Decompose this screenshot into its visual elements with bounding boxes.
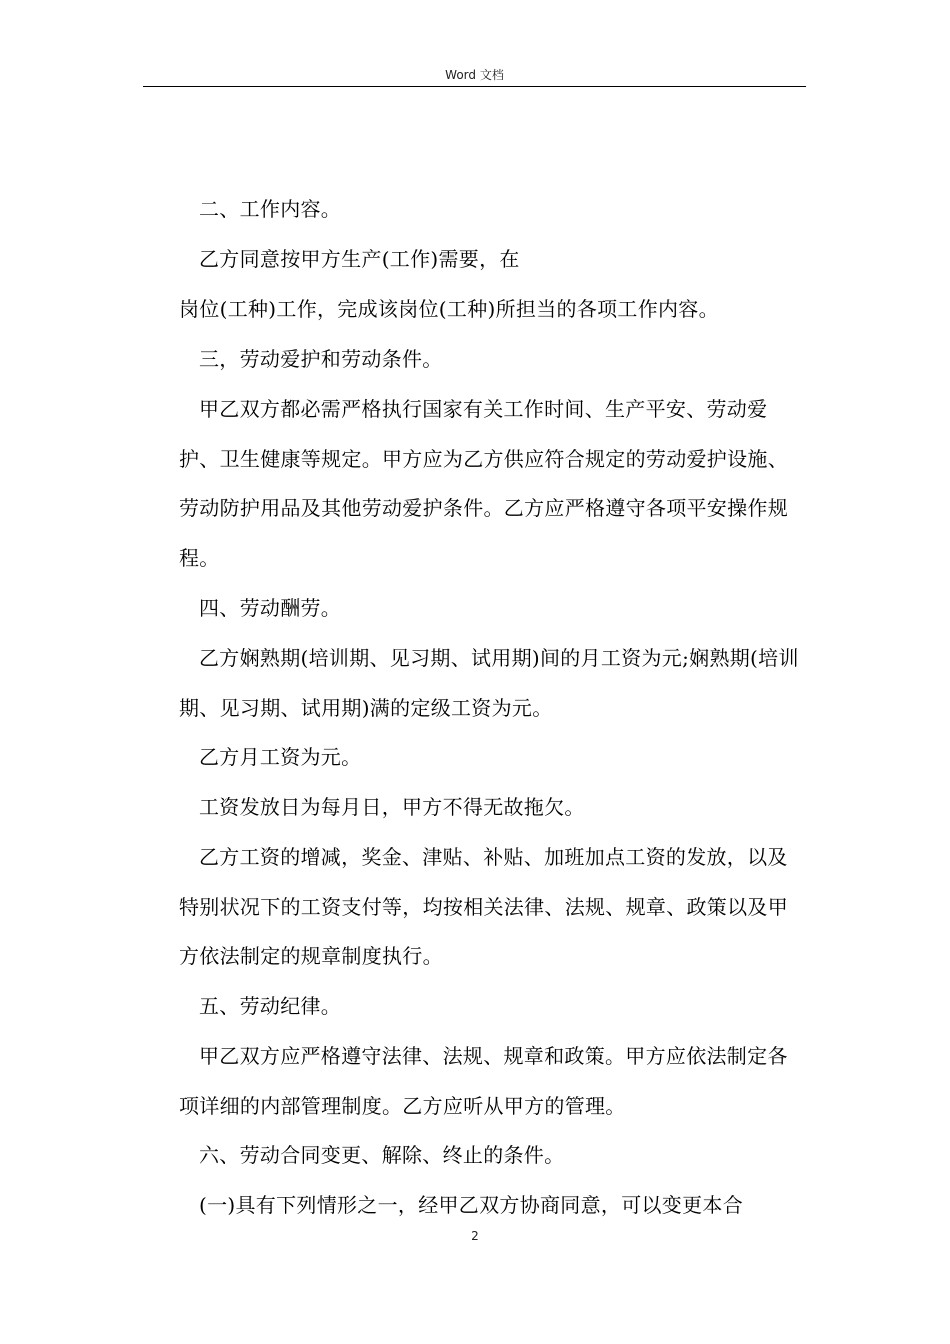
section-heading-contract-change: 六、劳动合同变更、解除、终止的条件。 [199,1143,565,1167]
header-divider [143,86,806,87]
paragraph: 工资发放日为每月日，甲方不得无故拖欠。 [199,795,585,819]
section-heading-labor-discipline: 五、劳动纪律。 [199,994,342,1018]
section-heading-work-content: 二、工作内容。 [199,197,342,221]
paragraph: 甲乙双方应严格遵守法律、法规、规章和政策。甲方应依法制定各项详细的内部管理制度。乙方应听从甲方的管理。 [179,1044,788,1118]
section-heading-remuneration: 四、劳动酬劳。 [199,596,342,620]
paragraph: 乙方娴熟期(培训期、见习期、试用期)间的月工资为元;娴熟期(培训期、见习期、试用期)满的定级工资为元。 [179,646,799,720]
paragraph: 乙方同意按甲方生产(工作)需要，在 [199,247,520,271]
paragraph: 岗位(工种)工作，完成该岗位(工种)所担当的各项工作内容。 [179,297,719,321]
paragraph: (一)具有下列情形之一，经甲乙双方协商同意，可以变更本合 [199,1193,744,1217]
paragraph: 乙方工资的增减，奖金、津贴、补贴、加班加点工资的发放，以及特别状况下的工资支付等，均按相关法律、法规、规章、政策以及甲方依法制定的规章制度执行。 [179,845,788,968]
paragraph: 乙方月工资为元。 [199,745,362,769]
section-heading-labor-protection: 三，劳动爱护和劳动条件。 [199,347,443,371]
paragraph: 甲乙双方都必需严格执行国家有关工作时间、生产平安、劳动爱护、卫生健康等规定。甲方应为乙方供应符合规定的劳动爱护设施、劳动防护用品及其他劳动爱护条件。乙方应严格遵守各项平安操作规程。 [179,397,788,570]
page-header: Word 文档 [445,68,504,82]
page-number: 2 [471,1229,479,1243]
